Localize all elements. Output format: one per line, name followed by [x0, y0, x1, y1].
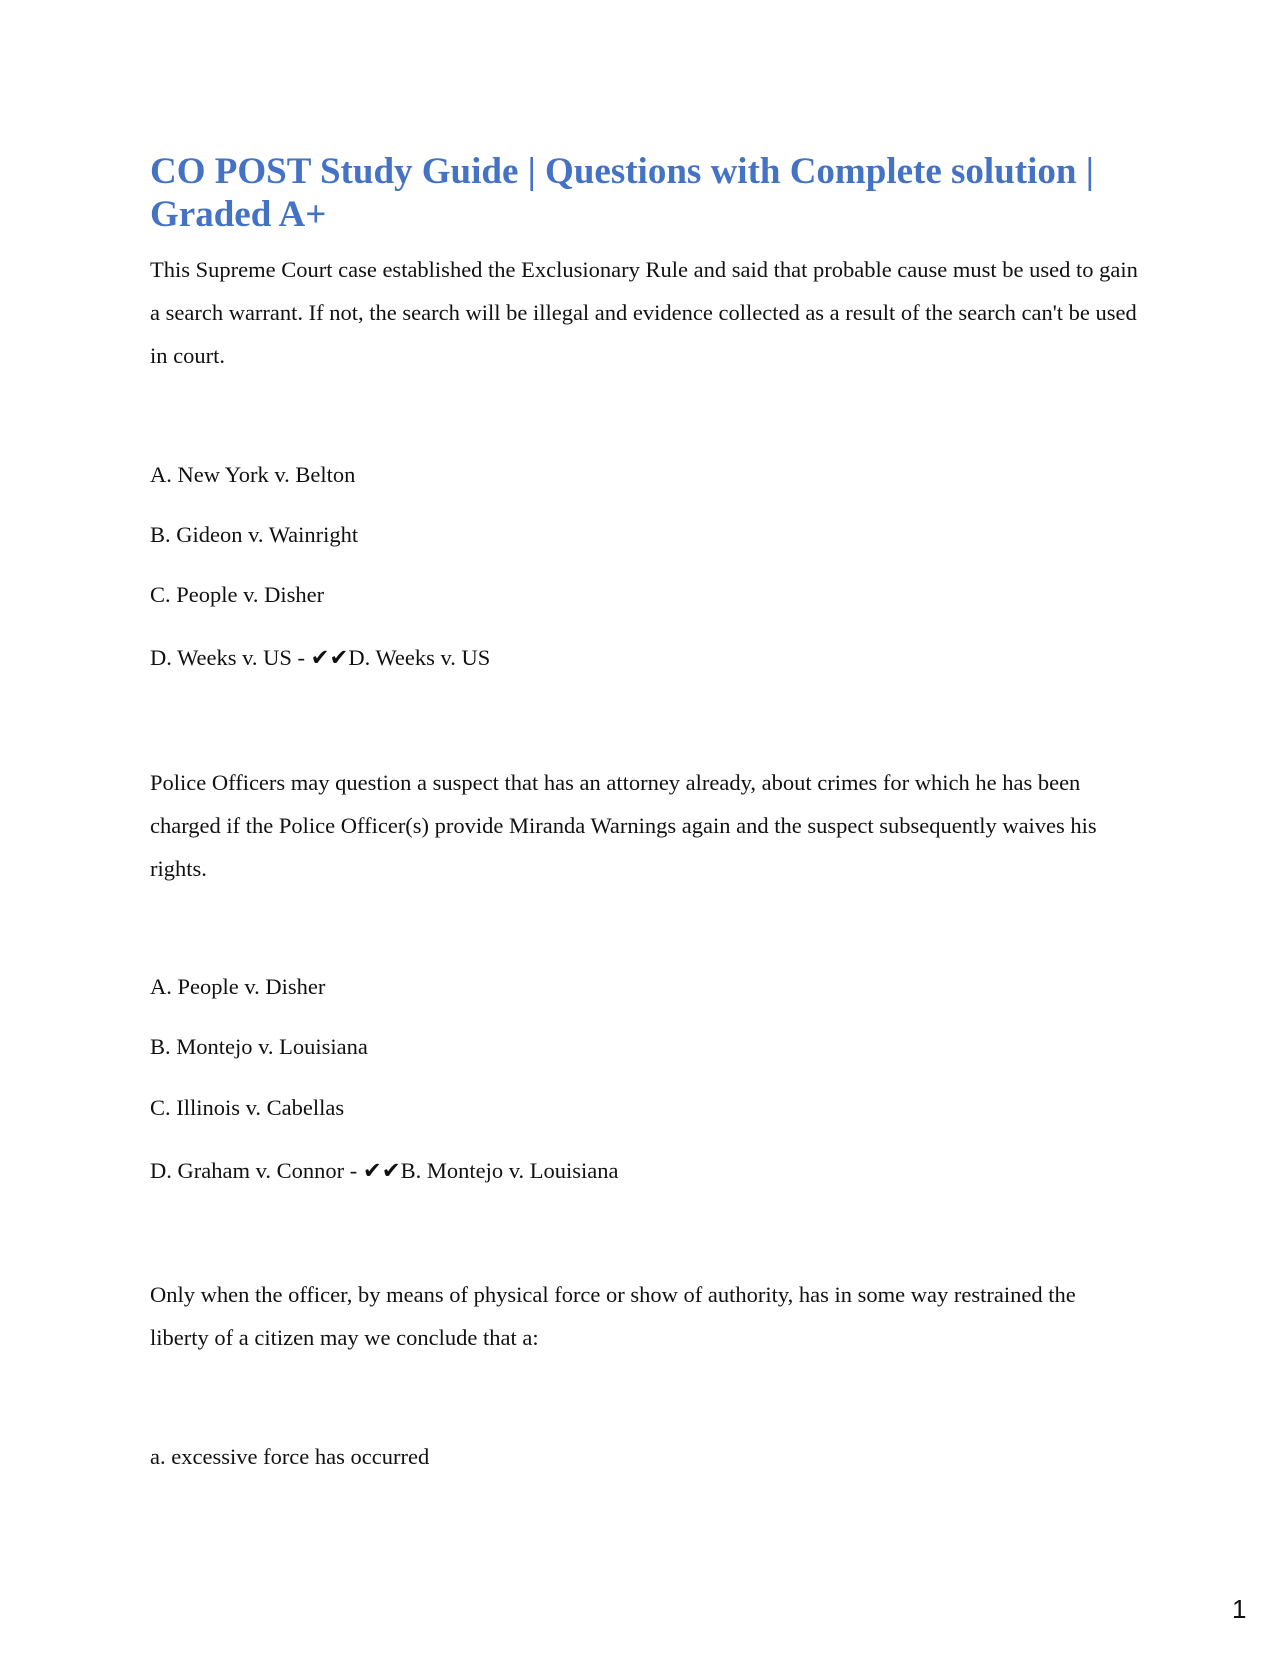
question-1-option-a: A. New York v. Belton [150, 462, 356, 487]
question-2-option-a: A. People v. Disher [150, 974, 326, 999]
question-2-option-c: C. Illinois v. Cabellas [150, 1095, 345, 1120]
question-1-option-b: B. Gideon v. Wainright [150, 522, 359, 547]
document-title: CO POST Study Guide | Questions with Complete solution | Graded A+ [150, 151, 1094, 235]
question-1-option-c: C. People v. Disher [150, 582, 325, 607]
question-1-option-d-answer: D. Weeks v. US - ✔✔D. Weeks v. US [150, 645, 491, 670]
question-2-prompt: Police Officers may question a suspect that has an attorney already, about crimes for which he has been charged if the Police Officer(s) provide Miranda Warnings again and the suspect subsequently waives his rights. [150, 770, 1097, 881]
question-1-prompt: This Supreme Court case established the Exclusionary Rule and said that probable cause must be used to gain a search warrant. If not, the search will be illegal and evidence collected as a result of the search can't be used in court. [150, 257, 1138, 368]
question-2-option-d-answer: D. Graham v. Connor - ✔✔B. Montejo v. Louisiana [150, 1158, 619, 1183]
question-3-option-a: a. excessive force has occurred [150, 1444, 430, 1469]
question-3-prompt: Only when the officer, by means of physical force or show of authority, has in some way restrained the liberty of a citizen may we conclude that a: [150, 1282, 1076, 1350]
question-2-option-b: B. Montejo v. Louisiana [150, 1034, 368, 1059]
page-number: 1 [1232, 1594, 1247, 1624]
